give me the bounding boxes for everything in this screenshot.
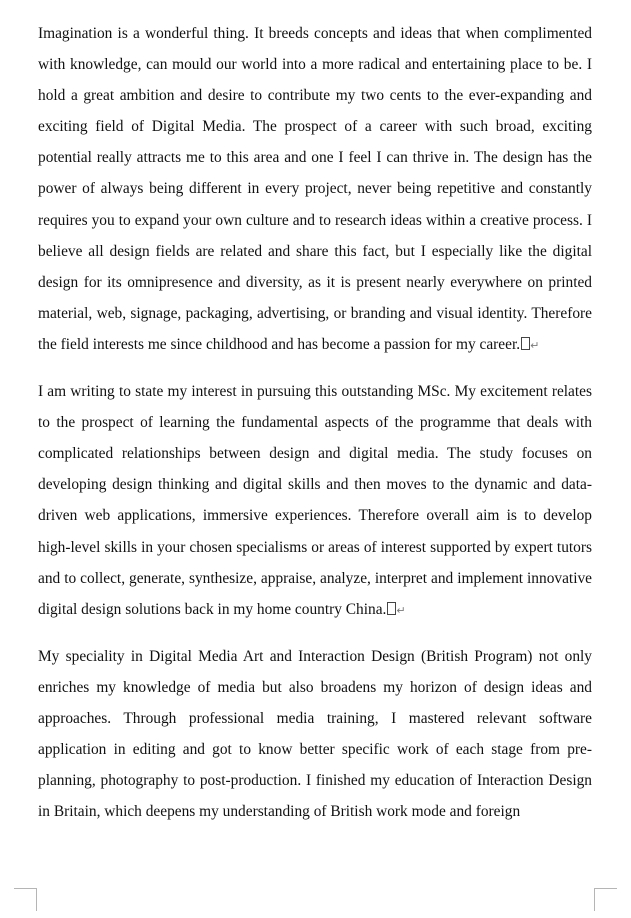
document-body[interactable]	[38, 18, 592, 842]
page-corner-marker-left	[14, 888, 37, 911]
paragraph-3[interactable]	[38, 641, 592, 828]
object-anchor-icon	[521, 337, 530, 350]
paragraph-mark-icon: ↵	[396, 603, 406, 617]
paragraph-2[interactable]	[38, 376, 592, 626]
paragraph-mark-icon: ↵	[530, 338, 540, 352]
paragraph-3-text: My speciality in Digital Media Art and Interaction Design (British Program) not only enriches my knowledge of media but also broadens my horizon of design ideas and approaches. Through professional media training, I mastered relevant software application in editing and got to know better specific work of each stage from pre-planning, photography to post-production. I finished my education of Interaction Design in Britain, which deepens my understanding of British work mode and foreign	[38, 647, 592, 821]
paragraph-1[interactable]	[38, 18, 592, 361]
paragraph-1-text: Imagination is a wonderful thing. It breeds concepts and ideas that when complimented with knowledge, can mould our world into a more radical and entertaining place to be. I hold a great ambition and desire to contribute my two cents to the ever-expanding and exciting field of Digital Media. The prospect of a career with such broad, exciting potential really attracts me to this area and one I feel I can thrive in. The design has the power of always being different in every project, never being repetitive and constantly requires you to expand your own culture and to research ideas within a creative process. I believe all design fields are related and share this fact, but I especially like the digital design for its omnipresence and diversity, as it is present nearly everywhere on printed material, web, signage, packaging, advertising, or branding and visual identity. Therefore the field interests me since childhood and has become a passion for my career.	[38, 25, 592, 353]
paragraph-2-text: I am writing to state my interest in pursuing this outstanding MSc. My excitement relates to the prospect of learning the fundamental aspects of the programme that deals with complicated relationships between design and digital media. The study focuses on developing design thinking and digital skills and then moves to the dynamic and data-driven web applications, immersive experiences. Therefore overall aim is to develop high-level skills in your chosen specialisms or areas of interest supported by expert tutors and to collect, generate, synthesize, appraise, analyze, interpret and implement innovative digital design solutions back in my home country China.	[38, 383, 592, 618]
page-corner-marker-right	[594, 888, 617, 911]
